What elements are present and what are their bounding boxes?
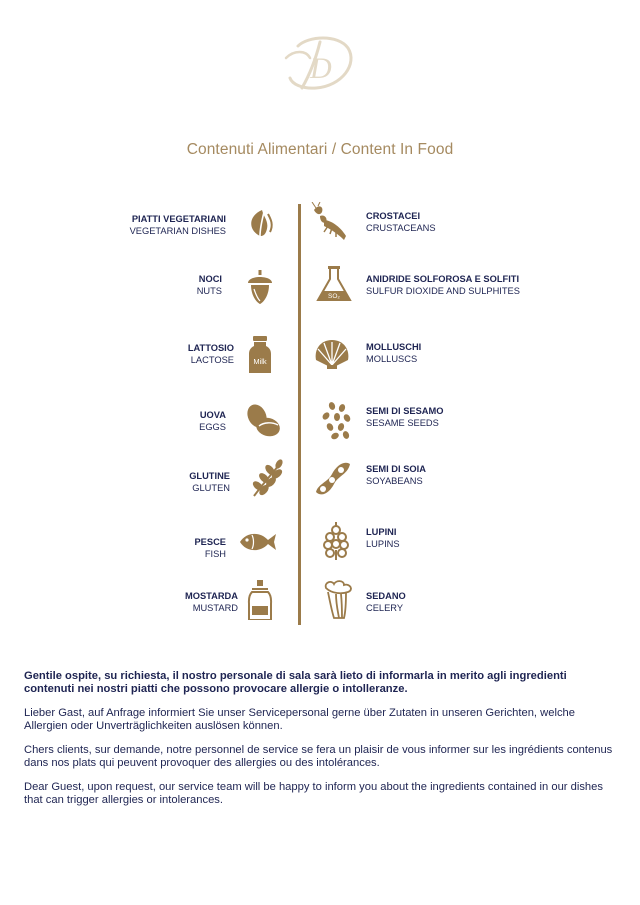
allergen-it-label: SEMI DI SOIA [366,464,426,474]
allergen-celery [366,590,606,614]
logo-letter: D [310,52,332,85]
allergen-en-label: FISH [204,549,226,559]
allergen-it-label: PESCE [194,537,226,547]
allergen-it-label: SEMI DI SESAMO [366,406,444,416]
notice-english: Dear Guest, upon request, our service team will be happy to inform you about the ingredients contained in our dishes that can trigger allergies or intolerances. [24,781,603,806]
flask-icon [314,264,354,304]
allergen-en-label: MUSTARD [192,603,238,613]
allergen-en-label: SESAME SEEDS [366,418,439,428]
allergen-lactose [94,342,234,366]
allergen-it-label: MOLLUSCHI [366,342,422,352]
celery-icon [318,580,358,620]
soybean-pod-icon [312,458,352,498]
allergen-lupins [366,526,606,550]
allergen-en-label: LUPINS [366,539,400,549]
allergen-it-label: SEDANO [366,591,406,601]
allergen-soy [366,463,606,487]
allergen-sesame [366,405,606,429]
allergen-en-label: GLUTEN [192,483,230,493]
allergen-it-label: PIATTI VEGETARIANI [131,214,226,224]
allergen-en-label: MOLLUSCS [366,354,418,364]
allergen-en-label: CRUSTACEANS [366,223,436,233]
allergen-it-label: MOSTARDA [184,591,238,601]
allergen-gluten [90,470,230,494]
allergen-en-label: SOYABEANS [366,476,423,486]
allergen-sulphites [366,273,606,297]
milk-bottle-icon [240,334,280,374]
fish-icon [238,522,278,562]
allergen-en-label: NUTS [196,286,222,296]
allergen-en-label: CELERY [366,603,404,613]
mustard-bottle-icon [240,580,280,620]
shell-icon [312,332,352,372]
wheat-icon [246,458,286,498]
allergen-it-label: GLUTINE [189,471,230,481]
allergen-en-label: SULFUR DIOXIDE AND SULPHITES [366,286,520,296]
allergen-en-label: EGGS [199,422,226,432]
allergen-en-label: VEGETARIAN DISHES [129,226,226,236]
allergen-it-label: CROSTACEI [366,211,421,221]
milk-icon-text: Milk [253,357,267,366]
logo [276,28,366,98]
allergen-it-label: UOVA [199,410,226,420]
notice-german: Lieber Gast, auf Anfrage informiert Sie unser Servicepersonal gerne über Zutaten in unseren Gerichten, welche Allergien oder Unverträglichkeiten auslösen können. [24,707,575,732]
lupin-icon [316,520,356,560]
allergen-vegetarian [86,213,226,237]
lobster-icon [310,202,350,242]
eggs-icon [242,400,282,440]
allergen-crustaceans [366,210,606,234]
allergen-eggs [86,409,226,433]
allergen-it-label: LUPINI [366,527,397,537]
notice-italian: Gentile ospite, su richiesta, il nostro personale di sala sarà lieto di informarla in merito agli ingredienti contenuti nei nostri piatti che possono provocare allergie o intolleranze. [24,670,567,695]
allergen-it-label: NOCI [198,274,222,284]
leaf-icon [240,202,280,242]
allergen-molluscs [366,341,606,365]
allergy-notice [24,670,618,818]
center-divider [298,204,301,625]
page-title: Contenuti Alimentari / Content In Food [186,141,454,158]
acorn-icon [240,267,280,307]
allergen-fish [86,536,226,560]
allergen-it-label: LATTOSIO [187,343,234,353]
sesame-seeds-icon [318,400,358,440]
notice-french: Chers clients, sur demande, notre personnel de service se fera un plaisir de vous informer sur les ingrédients contenus dans nos plats qui peuvent provoquer des allergies ou des intolérances. [24,744,613,769]
flask-icon-text: SO₂ [328,293,340,300]
allergen-it-label: ANIDRIDE SOLFOROSA E SOLFITI [366,274,520,284]
allergen-mustard [98,590,238,614]
allergen-en-label: LACTOSE [190,355,234,365]
allergen-nuts [82,273,222,297]
